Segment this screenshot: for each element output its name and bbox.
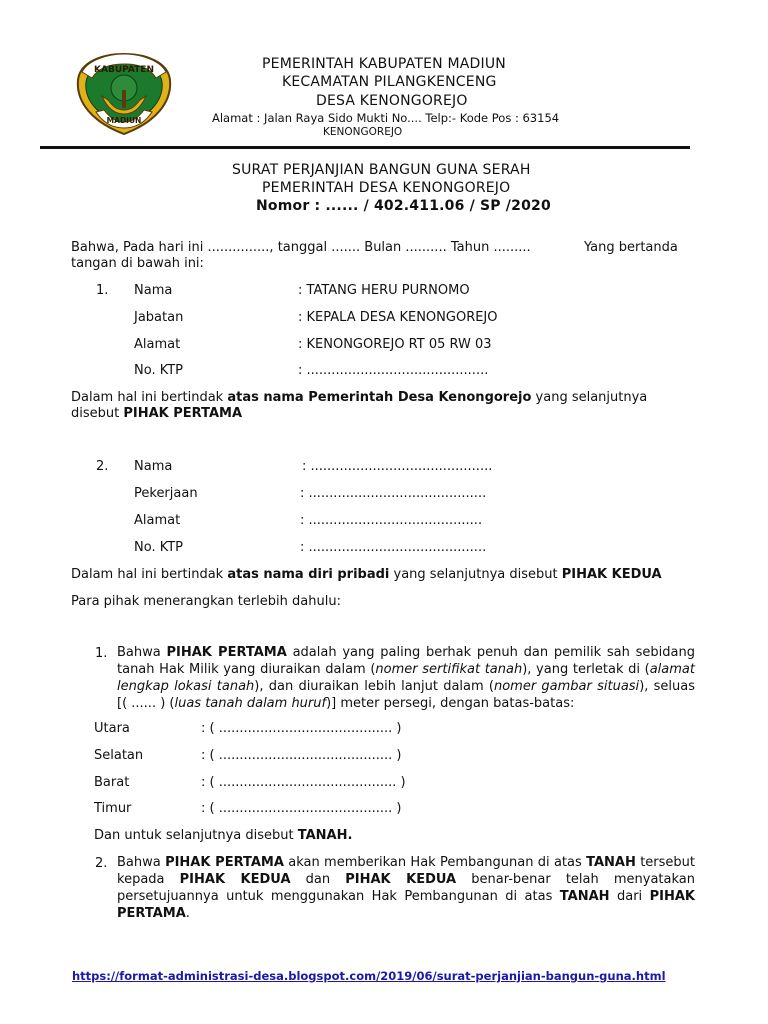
- tanah-note: Dan untuk selanjutnya disebut TANAH.: [94, 828, 353, 843]
- party2-value-name: : ............................................: [302, 459, 493, 474]
- party1-label-address: Alamat: [134, 337, 181, 352]
- party1-value-name: : TATANG HERU PURNOMO: [298, 283, 470, 298]
- border-south-label: Selatan: [94, 748, 144, 763]
- party2-value-address: : ..........................................: [300, 513, 483, 528]
- clause2-number: 2.: [95, 856, 108, 871]
- border-west-value: : ( ........................................... ): [201, 775, 406, 790]
- party1-label-name: Nama: [134, 283, 173, 298]
- border-south-value: : ( .......................................... ): [201, 748, 402, 763]
- footer-source-link[interactable]: https://format-administrasi-desa.blogspot.com/2019/06/surat-perjanjian-bangun-guna.html: [72, 969, 666, 983]
- party1-value-address: : KENONGOREJO RT 05 RW 03: [298, 337, 492, 352]
- border-east-value: : ( .......................................... ): [201, 801, 402, 816]
- header-line-1: PEMERINTAH KABUPATEN MADIUN: [262, 56, 506, 72]
- party2-value-occupation: : ...........................................: [300, 486, 487, 501]
- party1-value-position: : KEPALA DESA KENONGOREJO: [298, 310, 498, 325]
- party2-label-ktp: No. KTP: [134, 540, 184, 555]
- party2-label-address: Alamat: [134, 513, 181, 528]
- border-north-label: Utara: [94, 721, 130, 736]
- intro-line-1-end: Yang bertanda: [584, 240, 678, 255]
- title-line-2: PEMERINTAH DESA KENONGOREJO: [262, 180, 511, 196]
- border-north-value: : ( .......................................... ): [201, 721, 402, 736]
- title-number: Nomor : ...... / 402.411.06 / SP /2020: [256, 198, 551, 214]
- header-divider: [40, 146, 690, 149]
- border-east-label: Timur: [94, 801, 132, 816]
- title-line-1: SURAT PERJANJIAN BANGUN GUNA SERAH: [232, 162, 531, 178]
- logo-top-text: KABUPATEN: [94, 65, 154, 75]
- clause1-number: 1.: [95, 646, 108, 661]
- header-line-3: DESA KENONGOREJO: [316, 93, 468, 109]
- header-address: Alamat : Jalan Raya Sido Mukti No.... Telp:- Kode Pos : 63154: [212, 111, 560, 125]
- clause2-text: Bahwa PIHAK PERTAMA akan memberikan Hak Pembangunan di atas TANAH tersebut kepada PIHAK KEDUA dan PIHAK KEDUA benar-benar telah menyatakan persetujuannya untuk menggunakan Hak Pembangunan di atas TANAH dari PIHAK PERTAMA.: [117, 855, 695, 921]
- intro-line-2: tangan di bawah ini:: [71, 256, 204, 271]
- border-west-label: Barat: [94, 775, 130, 790]
- party1-description-line-1: Dalam hal ini bertindak atas nama Pemerintah Desa Kenongorejo yang selanjutnya: [71, 390, 648, 405]
- intro-line-1: Bahwa, Pada hari ini ..............., tanggal ....... Bulan .......... Tahun .........: [71, 240, 531, 255]
- header-village: KENONGOREJO: [323, 126, 403, 138]
- party2-label-occupation: Pekerjaan: [134, 486, 198, 501]
- party2-label-name: Nama: [134, 459, 173, 474]
- party2-description: Dalam hal ini bertindak atas nama diri pribadi yang selanjutnya disebut PIHAK KEDUA: [71, 567, 662, 582]
- kabupaten-madiun-logo: [74, 50, 174, 136]
- party1-number: 1.: [96, 283, 109, 298]
- party1-description-line-2: disebut PIHAK PERTAMA: [71, 406, 243, 421]
- party2-value-ktp: : ...........................................: [300, 540, 487, 555]
- party1-value-ktp: : ............................................: [298, 363, 489, 378]
- party1-label-ktp: No. KTP: [134, 363, 184, 378]
- logo-bottom-text: MADIUN: [106, 116, 142, 125]
- clause1-text: Bahwa PIHAK PERTAMA adalah yang paling berhak penuh dan pemilik sah sebidang tanah Hak Milik yang diuraikan dalam (nomer sertifikat tanah), yang terletak di (alamat lengkap lokasi tanah), dan diuraikan lebih lanjut dalam (nomer gambar situasi), seluas [( ...... ) (luas tanah dalam huruf)] meter persegi, dengan batas-batas:: [117, 645, 695, 711]
- party1-label-position: Jabatan: [134, 310, 184, 325]
- header-line-2: KECAMATAN PILANGKENCENG: [282, 74, 497, 90]
- party2-number: 2.: [96, 459, 109, 474]
- parties-intro: Para pihak menerangkan terlebih dahulu:: [71, 594, 341, 609]
